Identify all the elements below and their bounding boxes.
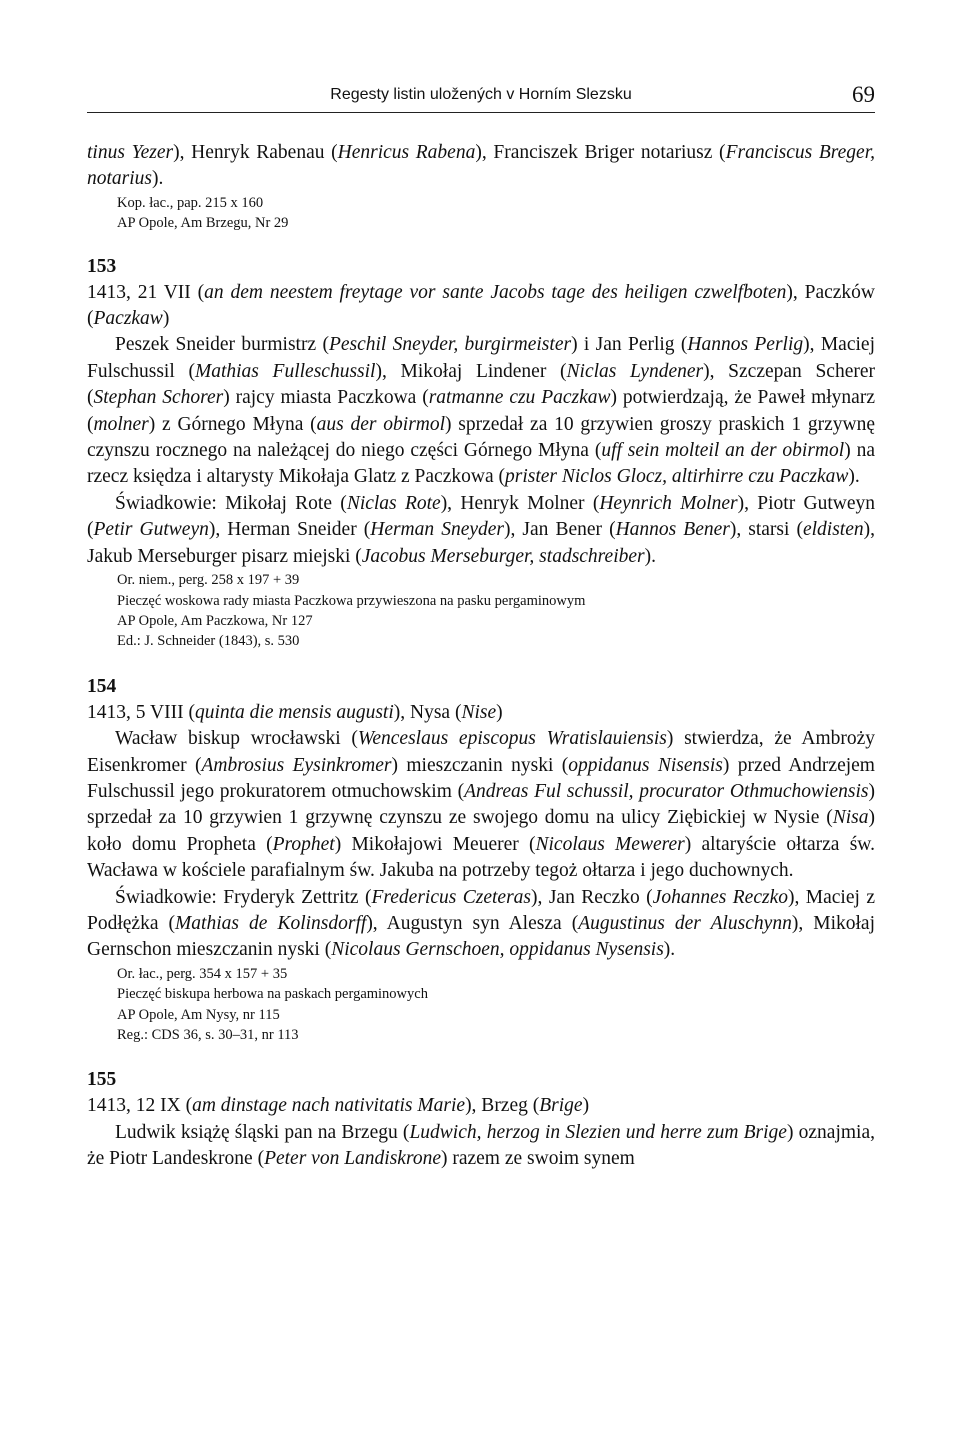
- meta-line: Reg.: CDS 36, s. 30–31, nr 113: [117, 1027, 299, 1043]
- italic-run: Henricus Rabena: [337, 142, 476, 163]
- italic-run: Niclas Rote: [346, 492, 441, 514]
- meta-line: Kop. łac., pap. 215 x 160: [117, 194, 264, 211]
- entry-paragraph: Peszek Sneider burmistrz (Peschil Sneyder, burgirmeister) i Jan Perlig (Hannos Perlig), Maciej Fulschussil (Mathias Fulleschussil), Mikołaj Lindener (Niclas Lyndener), Szczepan Scherer (Stephan Schorer) rajcy miasta Paczkowa (ratmanne czu Paczkaw) potwierdzają, że Paweł młynarz (molner) z Górnego Młyna (aus der obirmol) sprzedał za 10 grzywien groszy praskich 1 grzywnę czynszu rocznego na należącej do niego części Górnego Młyna (uff sein molteil an der obirmol) na rzecz księdza i altarysty Mikołaja Glatz z Paczkowa (prister Niclos Glocz, altirhirre czu Paczkaw).: [87, 334, 876, 488]
- italic-run: Nicolaus Gernschoen, oppidanus Nysensis: [331, 939, 664, 961]
- prev-entry: [87, 140, 875, 234]
- prev-entry-paragraph: tinus Yezer), Henryk Rabenau (Henricus Rabena), Franciszek Briger notariusz (Franciscus Breger, notarius).: [87, 142, 876, 190]
- meta-line: Pieczęć woskowa rady miasta Paczkowa przywieszona na pasku pergaminowym: [117, 592, 586, 609]
- italic-run: Nisa: [832, 807, 869, 829]
- entry-154: [87, 674, 875, 1046]
- entry-meta: [87, 570, 875, 652]
- entry-date-line: 1413, 21 VII (an dem neestem freytage vor sante Jacobs tage des heiligen czwelfboten), Paczków (Paczkaw): [87, 281, 876, 330]
- italic-run: Nicolaus Mewerer: [535, 833, 685, 855]
- entry-paragraph: Świadkowie: Mikołaj Rote (Niclas Rote), Henryk Molner (Heynrich Molner), Piotr Gutweyn (Petir Gutweyn), Herman Sneider (Herman Sneyder), Jan Bener (Hannos Bener), starsi (eldisten), Jakub Merseburger pisarz miejski (Jacobus Merseburger, stadschreiber).: [87, 492, 875, 567]
- italic-run: Fredericus Czeteras: [371, 886, 532, 908]
- italic-run: Stephan Schorer: [93, 387, 224, 409]
- italic-run: Brige: [539, 1095, 583, 1117]
- entry-153: [87, 254, 875, 652]
- italic-run: Prophet: [272, 833, 335, 855]
- italic-run: Hannos Perlig: [687, 334, 804, 356]
- entry-paragraph: Ludwik książę śląski pan na Brzegu (Ludwich, herzog in Slezien und herre zum Brige) oznajmia, że Piotr Landeskrone (Peter von Landiskrone) razem ze swoim synem: [87, 1121, 876, 1170]
- italic-run: Peschil Sneyder, burgirmeister: [328, 334, 572, 356]
- document-body: [87, 140, 875, 1173]
- italic-run: Petir Gutweyn: [93, 519, 209, 541]
- entry-date-line: 1413, 5 VIII (quinta die mensis augusti), Nysa (Nise): [87, 701, 503, 723]
- italic-run: Johannes Reczko: [652, 886, 788, 908]
- meta-line: Ed.: J. Schneider (1843), s. 530: [117, 633, 300, 650]
- italic-run: eldisten: [802, 519, 864, 541]
- italic-run: Jacobus Merseburger, stadschreiber: [361, 545, 645, 567]
- italic-run: quinta die mensis augusti: [194, 701, 394, 723]
- italic-run: Heynrich Molner: [599, 492, 738, 514]
- page-header: [87, 82, 875, 112]
- italic-run: Mathias de Kolinsdorff: [175, 912, 367, 934]
- italic-run: Nise: [461, 701, 497, 723]
- italic-run: am dinstage nach nativitatis Marie: [192, 1095, 466, 1117]
- meta-line: Pieczęć biskupa herbowa na paskach pergaminowych: [117, 986, 428, 1003]
- entry-paragraph: Świadkowie: Fryderyk Zettritz (Fredericus Czeteras), Jan Reczko (Johannes Reczko), Maciej z Podłężka (Mathias de Kolinsdorff), Augustyn syn Alesza (Augustinus der Aluschynn), Mikołaj Gernschon mieszczanin nyski (Nicolaus Gernschoen, oppidanus Nysensis).: [87, 886, 875, 961]
- entry-number: 155: [87, 1069, 117, 1091]
- page-number: 69: [852, 82, 875, 107]
- entry-date-line: 1413, 12 IX (am dinstage nach nativitatis Marie), Brzeg (Brige): [87, 1095, 590, 1117]
- italic-run: prister Niclos Glocz, altirhirre czu Paczkaw: [504, 466, 849, 488]
- italic-run: Mathias Fulleschussil: [194, 360, 376, 382]
- entry-meta: [87, 964, 875, 1046]
- prev-entry-meta: [87, 193, 875, 234]
- header-rule: [87, 112, 875, 113]
- italic-run: an dem neestem freytage vor sante Jacobs tage des heiligen czwelfboten: [204, 281, 787, 303]
- entry-paragraph: Wacław biskup wrocławski (Wenceslaus episcopus Wratislauiensis) stwierdza, że Ambroży Eisenkromer (Ambrosius Eysinkromer) mieszczanin nyski (oppidanus Nisensis) przed Andrzejem Fulschussil jego prokuratorem otmuchowskim (Andreas Ful schussil, procurator Othmuchowiensis) sprzedał za 10 grzywien 1 grzywnę czynszu ze swojego domu na ulicy Ziębickiej w Nysie (Nisa) koło domu Propheta (Prophet) Mikołajowi Meuerer (Nicolaus Mewerer) altaryście ołtarza św. Wacława w kościele parafialnym św. Jakuba na potrzeby tegoż ołtarza i jego duchownych.: [87, 728, 876, 882]
- italic-run: oppidanus Nisensis: [568, 754, 723, 776]
- italic-run: Augustinus der Aluschynn: [578, 912, 792, 934]
- italic-run: Wenceslaus episcopus Wratislauiensis: [357, 728, 667, 750]
- italic-run: uff sein molteil an der obirmol: [601, 440, 845, 462]
- meta-line: Or. niem., perg. 258 x 197 + 39: [117, 572, 300, 589]
- entry-number: 154: [87, 675, 117, 697]
- meta-line: AP Opole, Am Brzegu, Nr 29: [117, 215, 289, 232]
- italic-run: Niclas Lyndener: [566, 360, 704, 382]
- italic-run: Ambrosius Eysinkromer: [201, 754, 392, 776]
- meta-line: Or. łac., perg. 354 x 157 + 35: [117, 965, 288, 982]
- entry-number: 153: [87, 255, 117, 277]
- running-head: Regesty listin uložených v Horním Slezsku: [330, 86, 632, 103]
- italic-run: tinus Yezer: [87, 142, 174, 163]
- italic-run: Herman Sneyder: [370, 519, 504, 541]
- italic-run: aus der obirmol: [316, 413, 446, 435]
- italic-run: Ludwich, herzog in Slezien und herre zum Brige: [409, 1121, 787, 1143]
- italic-run: Andreas Ful schussil, procurator Othmuchowiensis: [464, 780, 869, 802]
- meta-line: AP Opole, Am Paczkowa, Nr 127: [117, 612, 313, 629]
- italic-run: Hannos Bener: [615, 519, 730, 541]
- meta-line: AP Opole, Am Nysy, nr 115: [117, 1006, 280, 1023]
- italic-run: Peter von Landiskrone: [264, 1148, 441, 1170]
- entry-155: [87, 1067, 875, 1172]
- italic-run: Paczkaw: [93, 308, 163, 330]
- italic-run: Franciscus Breger, notarius: [87, 142, 876, 190]
- italic-run: ratmanne czu Paczkaw: [428, 387, 611, 409]
- italic-run: molner: [93, 413, 149, 435]
